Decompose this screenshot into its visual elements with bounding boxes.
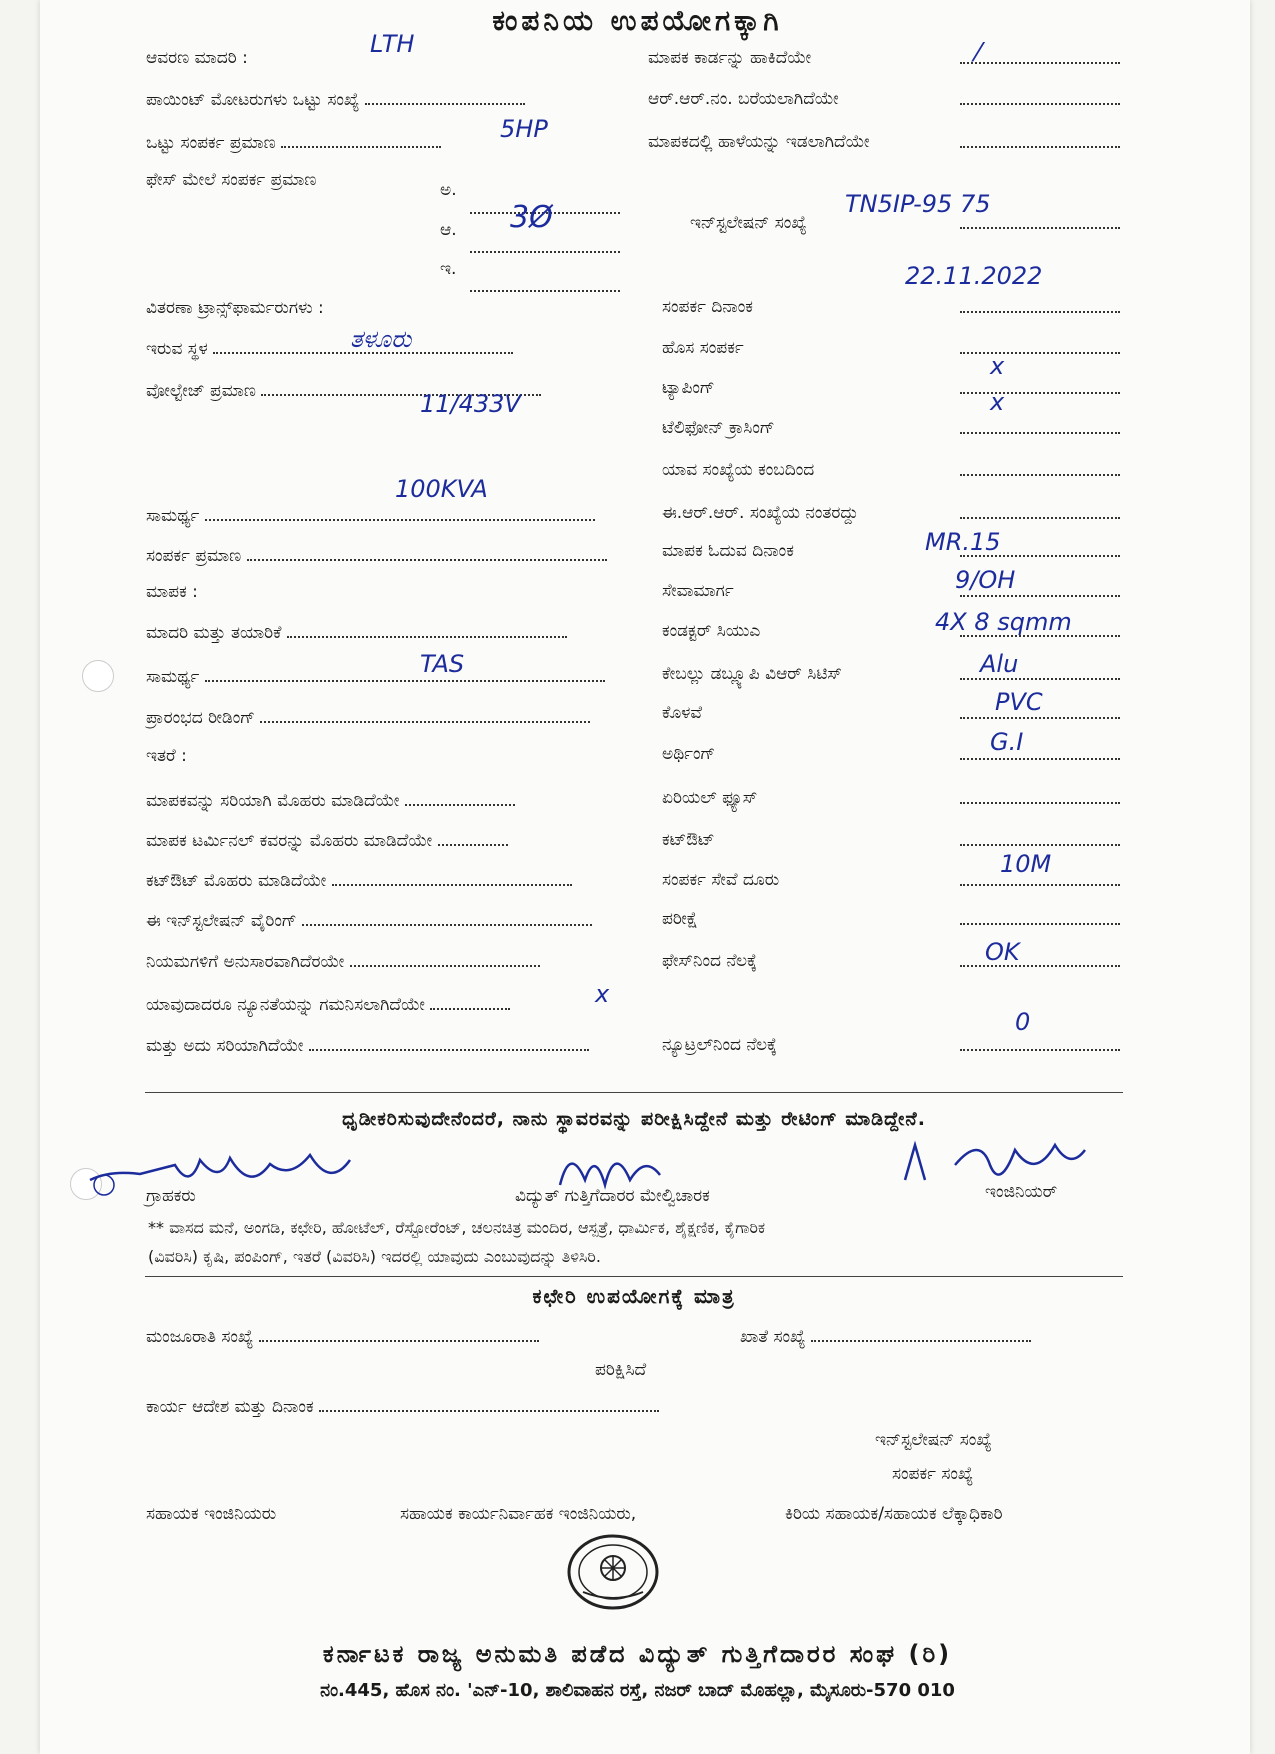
left-field-row xyxy=(146,1035,589,1056)
footer-org: ಕರ್ನಾಟಕ ರಾಜ್ಯ ಅನುಮತಿ ಪಡೆದ ವಿದ್ಯುತ್ ಗುತ್ತಿಗೆದಾರರ ಸಂಘ (ರಿ) xyxy=(322,1640,953,1668)
phase-a-label: ಅ. xyxy=(440,180,457,200)
sanction-label: ಮಂಜೂರಾತಿ ಸಂಖ್ಯೆ xyxy=(146,1327,254,1347)
field-line xyxy=(405,790,515,806)
field-label: ಸಂಪರ್ಕ ದಿನಾಂಕ xyxy=(662,297,753,317)
right-field-row xyxy=(648,89,839,109)
field-label: ಮಾಪಕ ಕಾರ್ಡನ್ನು ಹಾಕಿದೆಯೇ xyxy=(648,48,812,68)
right-field-row xyxy=(662,503,858,523)
field-line xyxy=(430,994,510,1010)
field-label: ಸಂಪರ್ಕ ಸೇವೆ ದೂರು xyxy=(662,870,780,890)
field-label: ಇನ್‌ಸ್ಟಲೇಷನ್ ಸಂಖ್ಯೆ xyxy=(690,213,807,233)
field-value: OK xyxy=(985,938,1020,966)
field-label: ಸಂಪರ್ಕ ಪ್ರಮಾಣ xyxy=(146,546,247,566)
right-field-row xyxy=(662,830,715,850)
right-field-row xyxy=(662,1035,777,1055)
field-label: ಇತರೆ : xyxy=(146,746,187,766)
field-value: MR.15 xyxy=(925,528,1001,556)
field-label: ಟೆಲಿಫೋನ್ ಕ್ರಾಸಿಂಗ್ xyxy=(662,418,775,438)
right-field-row xyxy=(648,132,870,152)
field-label: ಫೇಸ್‌ನಿಂದ ನೆಲಕ್ಕೆ xyxy=(662,951,757,971)
engineer-signature xyxy=(895,1130,1105,1200)
field-label: ಮಾಪಕವನ್ನು ಸರಿಯಾಗಿ ಮೊಹರು ಮಾಡಿದೆಯೇ xyxy=(146,791,405,811)
field-label: ಒಟ್ಟು ಸಂಪರ್ಕ ಪ್ರಮಾಣ xyxy=(146,133,282,153)
field-line xyxy=(960,132,1120,153)
field-value: 11/433V xyxy=(420,390,521,418)
phase-b-line xyxy=(470,237,620,253)
asst-engineer-label: ಸಹಾಯಕ ಇಂಜಿನಿಯರು xyxy=(146,1504,277,1524)
field-value: Alu xyxy=(980,650,1019,678)
right-field-row xyxy=(648,48,811,68)
field-line xyxy=(302,910,592,926)
right-field-row xyxy=(662,541,794,561)
field-line xyxy=(960,89,1120,110)
connection-no-label: ಸಂಪರ್ಕ ಸಂಖ್ಯೆ xyxy=(892,1464,974,1484)
field-line xyxy=(287,622,567,638)
field-label: ನಿಯಮಗಳಿಗೆ ಅನುಸಾರವಾಗಿದೆರಯೇ xyxy=(146,952,350,972)
right-field-row xyxy=(662,378,715,398)
field-line xyxy=(438,830,508,846)
field-line xyxy=(205,666,605,682)
right-field-row xyxy=(662,418,775,438)
field-label: ಕೊಳವೆ xyxy=(662,703,703,723)
field-line xyxy=(960,297,1120,318)
account-line xyxy=(811,1326,1031,1342)
field-value: G.I xyxy=(990,728,1024,756)
phase-b-label: ಆ. xyxy=(440,220,457,240)
field-label: ಆರ್.ಆರ್.ನಂ. ಬರೆಯಲಾಗಿದೆಯೇ xyxy=(648,89,839,109)
field-label: ಕೇಬಲ್ಲು ಡಬ್ಲ್ಯೂಪಿ ವಿಆರ್ ಸಿಟಿಸ್ xyxy=(662,664,842,684)
field-label: ಅರ್ಥಿಂಗ್ xyxy=(662,744,716,764)
field-value: 100KVA xyxy=(395,475,488,503)
left-field-row xyxy=(146,622,567,643)
engineer-label: ಇಂಜಿನಿಯರ್ xyxy=(985,1182,1058,1202)
right-field-row xyxy=(662,338,744,358)
field-value: PVC xyxy=(995,688,1043,716)
left-field-row xyxy=(146,830,508,851)
field-value: ತಳೂರು xyxy=(350,325,412,353)
phase-value: 3Ø xyxy=(510,200,553,235)
field-value: LTH xyxy=(370,30,415,58)
left-field-row xyxy=(146,951,540,972)
field-label: ಈ ಇನ್‌ಸ್ಟಲೇಷನ್ ವೈರಿಂಗ್ xyxy=(146,911,303,931)
field-line xyxy=(332,870,572,886)
field-label: ಏರಿಯಲ್ ಫ್ಯೂಸ್ xyxy=(662,788,758,808)
left-field-row xyxy=(146,746,187,766)
right-field-row xyxy=(662,870,779,890)
field-label: ಮಾದರಿ ಮತ್ತು ತಯಾರಿಕೆ xyxy=(146,623,287,643)
field-line xyxy=(960,460,1120,481)
divider xyxy=(145,1092,1123,1093)
field-value: x xyxy=(990,388,1005,416)
field-value: 22.11.2022 xyxy=(905,262,1043,290)
field-value: 0 xyxy=(1015,1008,1031,1036)
field-line xyxy=(281,132,441,148)
field-line xyxy=(350,951,540,967)
work-order-line xyxy=(319,1396,659,1412)
work-order-label: ಕಾರ್ಯ ಆದೇಶ ಮತ್ತು ದಿನಾಂಕ xyxy=(146,1397,314,1417)
field-label: ನ್ಯೂಟ್ರಲ್‌ನಿಂದ ನೆಲಕ್ಕೆ xyxy=(662,1035,777,1055)
left-field-row xyxy=(146,582,198,602)
phase-c-label: ಇ. xyxy=(440,259,457,279)
association-logo xyxy=(563,1532,663,1612)
sanction-row xyxy=(146,1326,539,1347)
left-field-row xyxy=(146,870,572,891)
left-field-row xyxy=(146,545,607,566)
field-label: ಯಾವುದಾದರೂ ನ್ಯೂನತೆಯನ್ನು ಗಮನಿಸಲಾಗಿದೆಯೇ xyxy=(146,995,431,1015)
field-line xyxy=(960,338,1120,359)
installation-no-label: ಇನ್‌ಸ್ಟಲೇಷನ್ ಸಂಖ್ಯೆ xyxy=(875,1430,992,1450)
field-label: ಇರುವ ಸ್ಥಳ xyxy=(146,339,214,359)
field-line xyxy=(309,1035,589,1051)
right-field-row xyxy=(662,460,814,480)
field-label: ಕಂಡಕ್ಟರ್ ಸಿಯುಎ xyxy=(662,621,761,641)
right-field-row xyxy=(662,581,734,601)
left-field-row xyxy=(146,338,513,359)
note-line-2: (ವಿವರಿಸಿ) ಕೃಷಿ, ಪಂಪಿಂಗ್, ಇತರೆ (ವಿವರಿಸಿ) ಇದರಲ್ಲಿ ಯಾವುದು ಎಂಬುವುದನ್ನು ತಿಳಿಸಿರಿ. xyxy=(148,1247,601,1266)
tick-mark: ⁄ xyxy=(976,38,981,68)
left-field-row xyxy=(146,505,595,526)
left-field-row xyxy=(146,89,525,110)
contractor-signature xyxy=(550,1140,670,1210)
field-label: ಪಾಯಿಂಟ್ ಮೋಟರುಗಳು ಒಟ್ಟು ಸಂಖ್ಯೆ xyxy=(146,90,365,110)
field-label: ಕಟ್‌ಔಟ್ xyxy=(662,830,715,850)
field-value: x xyxy=(990,352,1005,380)
right-field-row xyxy=(662,909,698,929)
field-line xyxy=(260,707,590,723)
customer-label: ಗ್ರಾಹಕರು xyxy=(146,1186,196,1206)
left-field-row xyxy=(146,994,510,1015)
field-line xyxy=(960,503,1120,524)
field-label: ಸೇವಾಮಾರ್ಗ xyxy=(662,581,734,601)
field-label: ಪ್ರಾರಂಭದ ರೀಡಿಂಗ್ xyxy=(146,708,261,728)
field-line xyxy=(247,545,607,561)
field-label: ಪರೀಕ್ಷೆ xyxy=(662,909,698,929)
field-line xyxy=(960,378,1120,399)
field-line xyxy=(960,830,1120,851)
left-field-row xyxy=(146,707,590,728)
field-label: ಕಟ್‌ಔಟ್ ಮೊಹರು ಮಾಡಿದೆಯೇ xyxy=(146,871,332,891)
field-label: ವೋಲ್ಟೇಜ್ ಪ್ರಮಾಣ xyxy=(146,381,262,401)
sanction-line xyxy=(259,1326,539,1342)
certification-text: ಧೃಡೀಕರಿಸುವುದೇನೆಂದರೆ, ನಾನು ಸ್ಥಾವರವನ್ನು ಪರೀಕ್ಷಿಸಿದ್ದೇನೆ ಮತ್ತು ರೇಟಿಂಗ್ ಮಾಡಿದ್ದೇನೆ. xyxy=(342,1108,926,1130)
field-label: ವಿತರಣಾ ಟ್ರಾನ್ಸ್‌ಫಾರ್ಮರುಗಳು : xyxy=(146,298,324,318)
field-line xyxy=(960,788,1120,809)
field-label: ಮಾಪಕದಲ್ಲಿ ಹಾಳೆಯನ್ನು ಇಡಲಾಗಿದೆಯೇ xyxy=(648,132,870,152)
field-value: 10M xyxy=(1000,850,1052,878)
right-field-row xyxy=(690,213,807,233)
field-label: ಟ್ಯಾಪಿಂಗ್ xyxy=(662,378,715,398)
field-label: ಯಾವ ಸಂಖ್ಯೆಯ ಕಂಬದಿಂದ xyxy=(662,460,815,480)
left-field-row xyxy=(146,666,605,687)
divider xyxy=(145,1276,1123,1277)
field-value: TN5IP-95 75 xyxy=(845,190,991,218)
field-label: ಮಾಪಕ ಓದುವ ದಿನಾಂಕ xyxy=(662,541,794,561)
field-line xyxy=(960,48,1120,69)
field-label: ಮತ್ತು ಅದು ಸರಿಯಾಗಿದೆಯೇ xyxy=(146,1036,309,1056)
field-value: 5HP xyxy=(500,115,548,143)
account-label: ಖಾತೆ ಸಂಖ್ಯೆ xyxy=(740,1327,806,1347)
field-label: ಮಾಪಕ : xyxy=(146,582,198,602)
field-label: ಹೊಸ ಸಂಪರ್ಕ xyxy=(662,338,744,358)
phase-c-line xyxy=(470,276,620,292)
field-label: ಸಾಮರ್ಥ್ಯ xyxy=(146,506,205,526)
field-label: ಮಾಪಕ ಟರ್ಮಿನಲ್ ಕವರನ್ನು ಮೊಹರು ಮಾಡಿದೆಯೇ xyxy=(146,831,438,851)
form-title: ಕಂಪನಿಯ ಉಪಯೋಗಕ್ಕಾಗಿ xyxy=(492,4,783,37)
checked-label: ಪರಿಕ್ಷಿಸಿದೆ xyxy=(595,1360,647,1380)
footer-address: ನಂ.445, ಹೊಸ ನಂ. 'ಎನ್-10, ಶಾಲಿವಾಹನ ರಸ್ತೆ, ನಜರ್ ಬಾದ್ ಮೊಹಲ್ಲಾ, ಮೈಸೂರು-570 010 xyxy=(320,1680,955,1701)
office-heading: ಕಛೇರಿ ಉಪಯೋಗಕ್ಕೆ ಮಾತ್ರ xyxy=(532,1284,736,1308)
left-field-row xyxy=(146,790,515,811)
right-field-row xyxy=(662,788,757,808)
left-field-row xyxy=(146,48,248,68)
field-line xyxy=(205,505,595,521)
left-field-row xyxy=(146,910,592,931)
left-field-row xyxy=(146,170,316,190)
asst-exec-engineer-label: ಸಹಾಯಕ ಕಾರ್ಯನಿರ್ವಾಹಕ ಇಂಜಿನಿಯರು, xyxy=(400,1504,637,1524)
left-field-row xyxy=(146,132,441,153)
note-line-1: ** ವಾಸದ ಮನೆ, ಅಂಗಡಿ, ಕಛೇರಿ, ಹೋಟೆಲ್, ರೆಸ್ಟೋರೆಂಟ್, ಚಲನಚಿತ್ರ ಮಂದಿರ, ಆಸ್ಪತ್ರೆ, ಧಾರ್ಮಿಕ, ಶೈಕ್ಷಣಿಕ, ಕೈಗಾರಿಕ xyxy=(148,1218,766,1237)
customer-signature xyxy=(80,1140,360,1210)
field-label: ಈ.ಆರ್.ಆರ್. ಸಂಖ್ಯೆಯ ನಂತರದ್ದು xyxy=(662,503,859,523)
field-line xyxy=(365,89,525,105)
accounts-officer-label: ಕಿರಿಯ ಸಹಾಯಕ/ಸಹಾಯಕ ಲೆಕ್ಕಾಧಿಕಾರಿ xyxy=(785,1504,1003,1524)
field-label: ಸಾಮರ್ಥ್ಯ xyxy=(146,667,205,687)
left-field-row xyxy=(146,298,324,318)
field-line xyxy=(960,418,1120,439)
right-field-row xyxy=(662,951,757,971)
right-field-row xyxy=(662,744,715,764)
right-field-row xyxy=(662,297,753,317)
work-order-row xyxy=(146,1396,659,1417)
right-field-row xyxy=(662,664,842,684)
field-line xyxy=(960,744,1120,765)
right-field-row xyxy=(662,703,702,723)
field-label: ಆವರಣ ಮಾದರಿ : xyxy=(146,48,248,68)
field-value: x xyxy=(595,980,610,1008)
field-line xyxy=(960,951,1120,972)
field-line xyxy=(960,1035,1120,1056)
right-field-row xyxy=(662,621,760,641)
field-label: ಫೇಸ್ ಮೇಲೆ ಸಂಪರ್ಕ ಪ್ರಮಾಣ xyxy=(146,170,317,190)
field-line xyxy=(960,909,1120,930)
account-row xyxy=(740,1326,1031,1347)
field-value: 9/OH xyxy=(955,566,1016,594)
punch-hole-top xyxy=(82,660,114,692)
field-value: 4X 8 sqmm xyxy=(935,608,1072,636)
contractor-label: ವಿದ್ಯುತ್ ಗುತ್ತಿಗೆದಾರರ ಮೇಲ್ವಿಚಾರಕ xyxy=(515,1186,710,1206)
field-value: TAS xyxy=(420,650,465,678)
